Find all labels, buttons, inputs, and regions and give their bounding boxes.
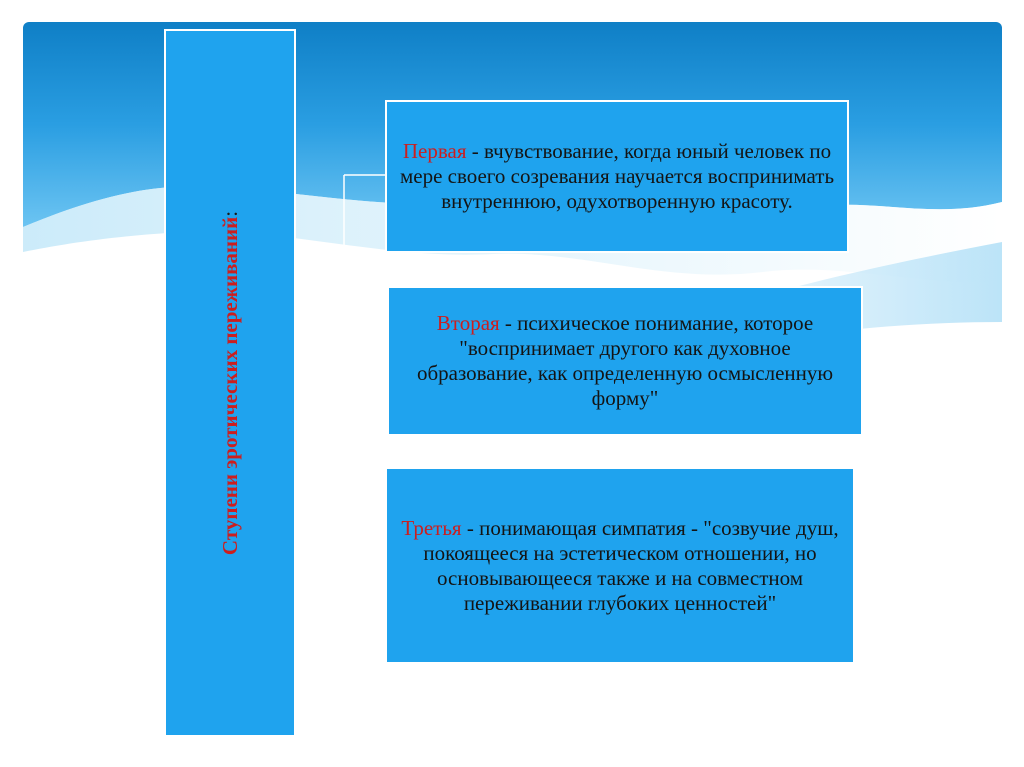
step-box-third [385, 467, 855, 664]
step-text-first [397, 139, 837, 214]
step-box-first [385, 100, 849, 253]
step-text-second [399, 311, 851, 411]
step-lead-third: Третья [401, 515, 462, 540]
step-text-third [397, 516, 843, 616]
step-box-second [387, 286, 863, 436]
title-label: Ступени эротических переживаний [218, 216, 242, 556]
step-lead-first: Первая [402, 139, 467, 163]
title-colon: : [218, 210, 242, 217]
step-lead-second: Вторая [436, 311, 500, 335]
step-body-second: - психическое понимание, которое "воспринимает другого как духовное образование, как определенную осмысленную форму" [416, 311, 834, 410]
title-vertical-text [219, 211, 241, 555]
step-body-third: - понимающая симпатия - "созвучие душ, покоящееся на эстетическом отношении, но основывающееся также и на совместном переживании глубоких ценностей" [423, 515, 839, 615]
step-body-first: - вчувствование, когда юный человек по мере своего созревания научается воспринимать внутреннюю, одухотворенную красоту. [399, 139, 835, 213]
title-bar [164, 29, 296, 737]
